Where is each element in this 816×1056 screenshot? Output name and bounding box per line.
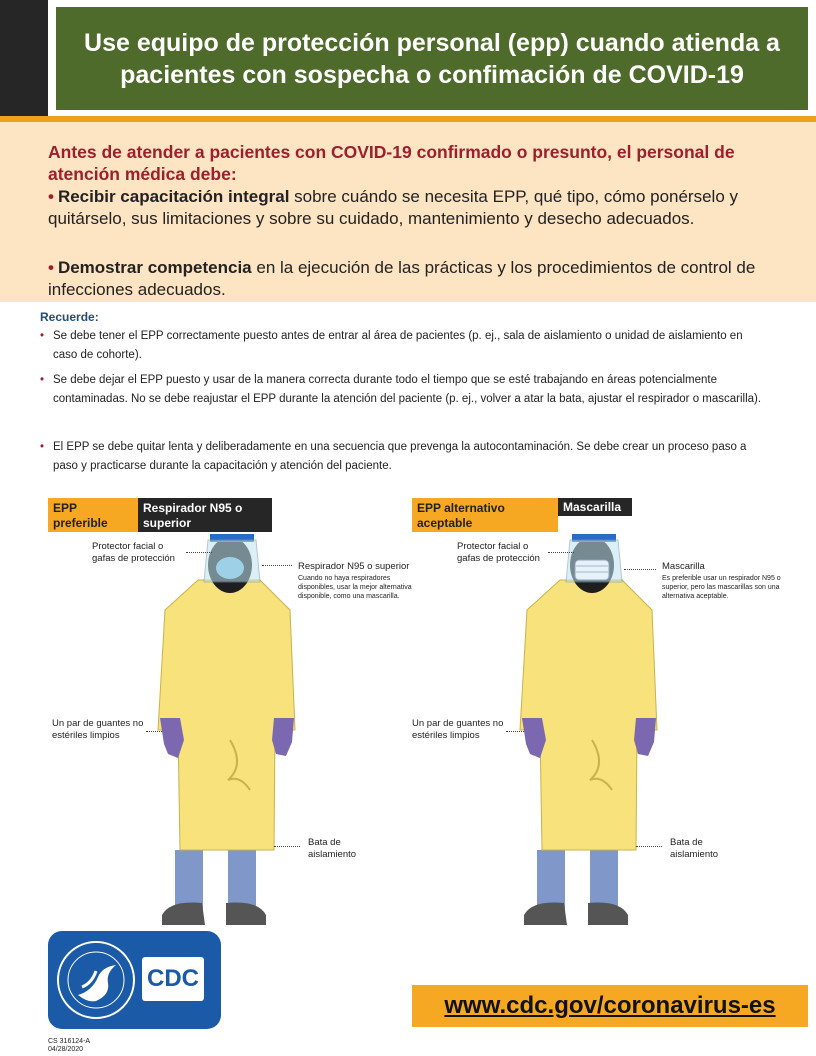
callout-face-shield: Protector facial o gafas de protección: [92, 541, 175, 564]
leader-dots: [548, 552, 574, 553]
recuerde-item: • El EPP se debe quitar lenta y deliberadamente en una secuencia que prevenga la autocontaminación. Se debe crear un proceso paso a paso y practicarse durante la capacitación y atención del paciente.: [40, 438, 770, 476]
leader-dots: [624, 569, 656, 570]
callout-respirator-title: Respirador N95 o superior: [298, 561, 410, 572]
leader-dots: [262, 565, 292, 566]
callout-gloves: Un par de guantes no estériles limpios: [412, 718, 504, 741]
hhs-cdc-logo-box: [48, 931, 221, 1029]
tag-preferred-ppe: EPP preferible: [48, 498, 138, 532]
document-code: CS 316124-A 04/28/2020: [48, 1038, 91, 1053]
recuerde-item: • Se debe tener el EPP correctamente puesto antes de entrar al área de pacientes (p. ej., sala de aislamiento o unidad de aislamiento en caso de cohorte).: [40, 327, 770, 365]
recuerde-title: Recuerde:: [40, 310, 99, 324]
figure-n95-wearer: [150, 520, 310, 930]
callout-gloves: Un par de guantes no estériles limpios: [52, 718, 144, 741]
leader-dots: [186, 552, 212, 553]
leader-dots: [274, 846, 300, 847]
tag-alternative-ppe: EPP alternativo aceptable: [412, 498, 558, 532]
recuerde-item: • Se debe dejar el EPP puesto y usar de la manera correcta durante todo el tiempo que se esté trabajando en áreas potencialmente contaminadas. No se debe reajustar el EPP durante la atención del paciente (p. ej., volver a atar la bata, ajustar el respirador o mascarilla).: [40, 371, 770, 409]
page-title: Use equipo de protección personal (epp) cuando atienda a pacientes con sospecha o confimación de COVID-19: [56, 7, 808, 110]
leader-dots: [146, 731, 162, 732]
callout-mask-title: Mascarilla: [662, 561, 705, 572]
intro-bullet-competence: • Demostrar competencia en la ejecución de las prácticas y los procedimientos de control de infecciones adecuados.: [48, 258, 756, 299]
leader-dots: [506, 731, 524, 732]
cdc-url-link[interactable]: www.cdc.gov/coronavirus-es: [444, 992, 776, 1019]
header-dark-strip: [0, 0, 48, 118]
tag-n95-respirator: Respirador N95 o superior: [138, 498, 272, 532]
leader-dots: [636, 846, 662, 847]
intro-lead: Antes de atender a pacientes con COVID-19 confirmado o presunto, el personal de atención médica debe:: [48, 142, 735, 184]
figure-facemask-wearer: [512, 520, 672, 930]
intro-bullet-training: • Recibir capacitación integral sobre cuándo se necesita EPP, qué tipo, cómo ponérselo y quitárselo, sus limitaciones y sobre su cuidado, mantenimiento y desecho adecuados.: [48, 187, 739, 228]
tag-facemask: Mascarilla: [558, 498, 632, 516]
callout-face-shield: Protector facial o gafas de protección: [457, 541, 540, 564]
callout-gown: Bata de aislamiento: [670, 837, 719, 860]
callout-mask-note: Es preferible usar un respirador N95 o superior, pero las mascarillas son una alternativa aceptable.: [662, 575, 781, 600]
cdc-logo: CDC: [142, 957, 204, 1001]
cdc-url-banner[interactable]: [412, 985, 808, 1027]
callout-gown: Bata de aislamiento: [308, 837, 357, 860]
callout-respirator-note: Cuando no haya respiradores disponibles, usar la mejor alternativa disponible, como una mascarilla.: [298, 575, 412, 600]
